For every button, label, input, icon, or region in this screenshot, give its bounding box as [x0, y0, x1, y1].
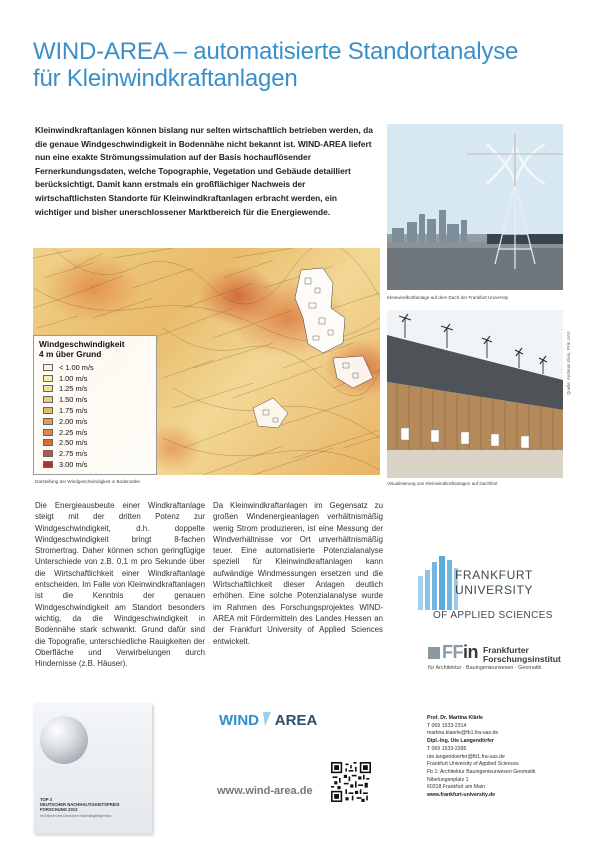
wind-speed-map [33, 248, 380, 475]
legend-label: 2.00 m/s [59, 416, 88, 426]
legend-item [39, 394, 151, 405]
legend-swatch [43, 429, 53, 436]
ffin-logo-mark [442, 642, 478, 662]
ffin-tagline: für Architektur · Bauingenieurwesen · Geomatik [428, 665, 542, 671]
rooftop-turbine-image [387, 124, 563, 290]
qr-code[interactable] [331, 762, 371, 802]
contact-org: Frankfurt University of Applied Sciences [427, 761, 519, 768]
roof-ridge-visualization [387, 310, 563, 478]
legend-label: 2.75 m/s [59, 449, 88, 459]
contact-phone-1: T 069 1533-2314 [427, 722, 467, 729]
award-line-3: Im Rahmen des Deutschen Nachhaltigkeitspreises [40, 814, 112, 818]
contact-dept: Fb 1: Architektur Bauingenieurwesen Geomatik [427, 768, 536, 775]
legend-item [39, 373, 151, 384]
legend-swatch [43, 364, 53, 371]
photo1-caption: Kleinwindkraftanlage auf dem Dach der Frankfurt University [387, 295, 509, 300]
legend-swatch [43, 418, 53, 425]
fra-logo-line-3: OF APPLIED SCIENCES [433, 610, 553, 621]
fra-logo-line-2: UNIVERSITY [455, 583, 534, 597]
map-legend [33, 335, 157, 475]
legend-swatch [43, 450, 53, 457]
body-column-1: Die Energieausbeute einer Windkraftanlage steigt mit der dritten Potenz zur Windgeschwindigkeit, d.h. doppelte Windgeschwindigkeit bringt 8-fachen Stromertrag. Daher können schon geringfügige Unterschiede von z.B. 0,1 m pro Sekunde über die Wirtschaftlichkeit einer Windkraftanlage entscheiden. Im Falle von Kleinwindkraftanlagen ist die Kenntnis der genauen Windgeschwindigkeit am Standort besonders wichtig, da die Windgeschwindigkeit in Bodennähe stark schwankt. Grund dafür sind die Topografie, unterschiedliche Rauigkeiten der Oberfläche und Verwirbelungen durch Hindernisse (z.B. Häuser). [35, 501, 205, 669]
contact-street: Nibelungenplatz 1 [427, 776, 469, 783]
legend-swatch [43, 385, 53, 392]
legend-item [39, 459, 151, 470]
ffin-ff: FF [442, 642, 463, 662]
contact-block [427, 715, 587, 800]
contact-phone-2: T 069 1533-2395 [427, 745, 467, 752]
legend-label: 1.75 m/s [59, 406, 88, 416]
title-line-2: für Kleinwindkraftanlagen [33, 65, 298, 92]
legend-item [39, 416, 151, 427]
legend-label: 2.50 m/s [59, 438, 88, 448]
legend-label: 1.00 m/s [59, 373, 88, 383]
legend-swatch [43, 439, 53, 446]
legend-swatch [43, 375, 53, 382]
title-line-1: WIND-AREA – automatisierte Standortanalyse [33, 38, 519, 65]
photo2-caption: Visualisierung von Kleinwindkraftanlagen auf Dachfirst [387, 481, 498, 486]
lead-paragraph: Kleinwindkraftanlagen können bislang nur selten wirtschaftlich betrieben werden, da die genaue Windgeschwindigkeit in Bodennähe nicht bekannt ist. WIND-AREA liefert nun eine exakte Strömungssimulation auf der Basis hochauflösender Fernerkundungsdaten, welche Topographie, Vegetation und Gebäude detailliert berücksichtigt. Damit kann erstmals ein großflächiger Nachweis der wirtschaftlichsten Standorte für Kleinwindkraftanlagen erbracht werden, ein wichtiger und bisher unerschlossener Marktbereich für die Energiewende. [35, 125, 373, 217]
roof-ridge-image [387, 310, 563, 478]
legend-swatch [43, 461, 53, 468]
legend-label: 1.50 m/s [59, 395, 88, 405]
wind-area-logo-part-1: WIND [219, 712, 259, 729]
legend-item [39, 448, 151, 459]
legend-item [39, 438, 151, 449]
legend-item [39, 384, 151, 395]
rooftop-turbine-photo [387, 124, 563, 290]
legend-label: < 1.00 m/s [59, 362, 94, 372]
ffin-name-line-1: Frankfurter [483, 645, 529, 655]
wind-area-logo-part-2: AREA [274, 712, 318, 729]
page-title [33, 38, 573, 92]
legend-swatch [43, 407, 53, 414]
website-link[interactable]: www.wind-area.de [217, 785, 313, 797]
wind-area-logo-divider [263, 712, 271, 726]
legend-swatch [43, 396, 53, 403]
photo-credit: Quelle: Andreas Klein, FFin UAS [566, 331, 571, 395]
legend-label: 2.25 m/s [59, 427, 88, 437]
wind-area-logo [219, 712, 317, 730]
map-caption: Darstellung der Windgeschwindigkeit in Bodennähe [35, 479, 140, 484]
award-book-image [34, 704, 152, 834]
legend-label: 1.25 m/s [59, 384, 88, 394]
legend-item [39, 427, 151, 438]
award-line-2: DEUTSCHER NACHHALTIGKEITSPREIS FORSCHUNG 2013 [40, 802, 120, 812]
legend-item [39, 405, 151, 416]
contact-web[interactable]: www.frankfurt-university.de [427, 792, 496, 799]
award-trophy-ball [40, 716, 88, 764]
contact-name-2: Dipl.-Ing. Ute Langendörfer [427, 738, 494, 745]
legend-title: Windgeschwindigkeit [39, 339, 125, 349]
contact-email-2[interactable]: ute.langendoerfer@fb1.fra-uas.de [427, 753, 505, 760]
legend-rows [39, 362, 151, 470]
legend-item [39, 362, 151, 373]
contact-email-1[interactable]: martina.klaerle@fb1.fra-uas.de [427, 730, 499, 737]
ffin-name-line-2: Forschungsinstitut [483, 654, 561, 664]
body-column-2: Da Kleinwindkraftanlagen im Gegensatz zu großen Windenergieanlagen verhältnismäßig wenig Strom produzieren, ist eine Messung der Windverhältnisse vor Ort unverhältnismäßig teuer. Eine automatisierte Potenzialanalyse speziell für Kleinwindkraftanlagen kann aufwändige Windmessungen ersetzen und die Wirtschaftlichkeit dieser Anlagen deutlich erhöhen. Eine solche Potenzialanalyse wurde im Rahmen des Forschungsprojektes WIND-AREA mit Fördermitteln des Landes Hessen an der Frankfurt University of Applied Sciences entwickelt. [213, 501, 383, 646]
legend-subtitle: 4 m über Grund [39, 349, 102, 359]
ffin-in: in [463, 642, 478, 662]
ffin-logo-square [428, 647, 440, 659]
fra-logo-line-1: FRANKFURT [455, 568, 533, 582]
contact-city: 60318 Frankfurt am Main [427, 784, 485, 791]
award-line-1: TOP 3 [40, 797, 52, 802]
legend-label: 3.00 m/s [59, 460, 88, 470]
contact-name-1: Prof. Dr. Martina Klärle [427, 715, 483, 721]
